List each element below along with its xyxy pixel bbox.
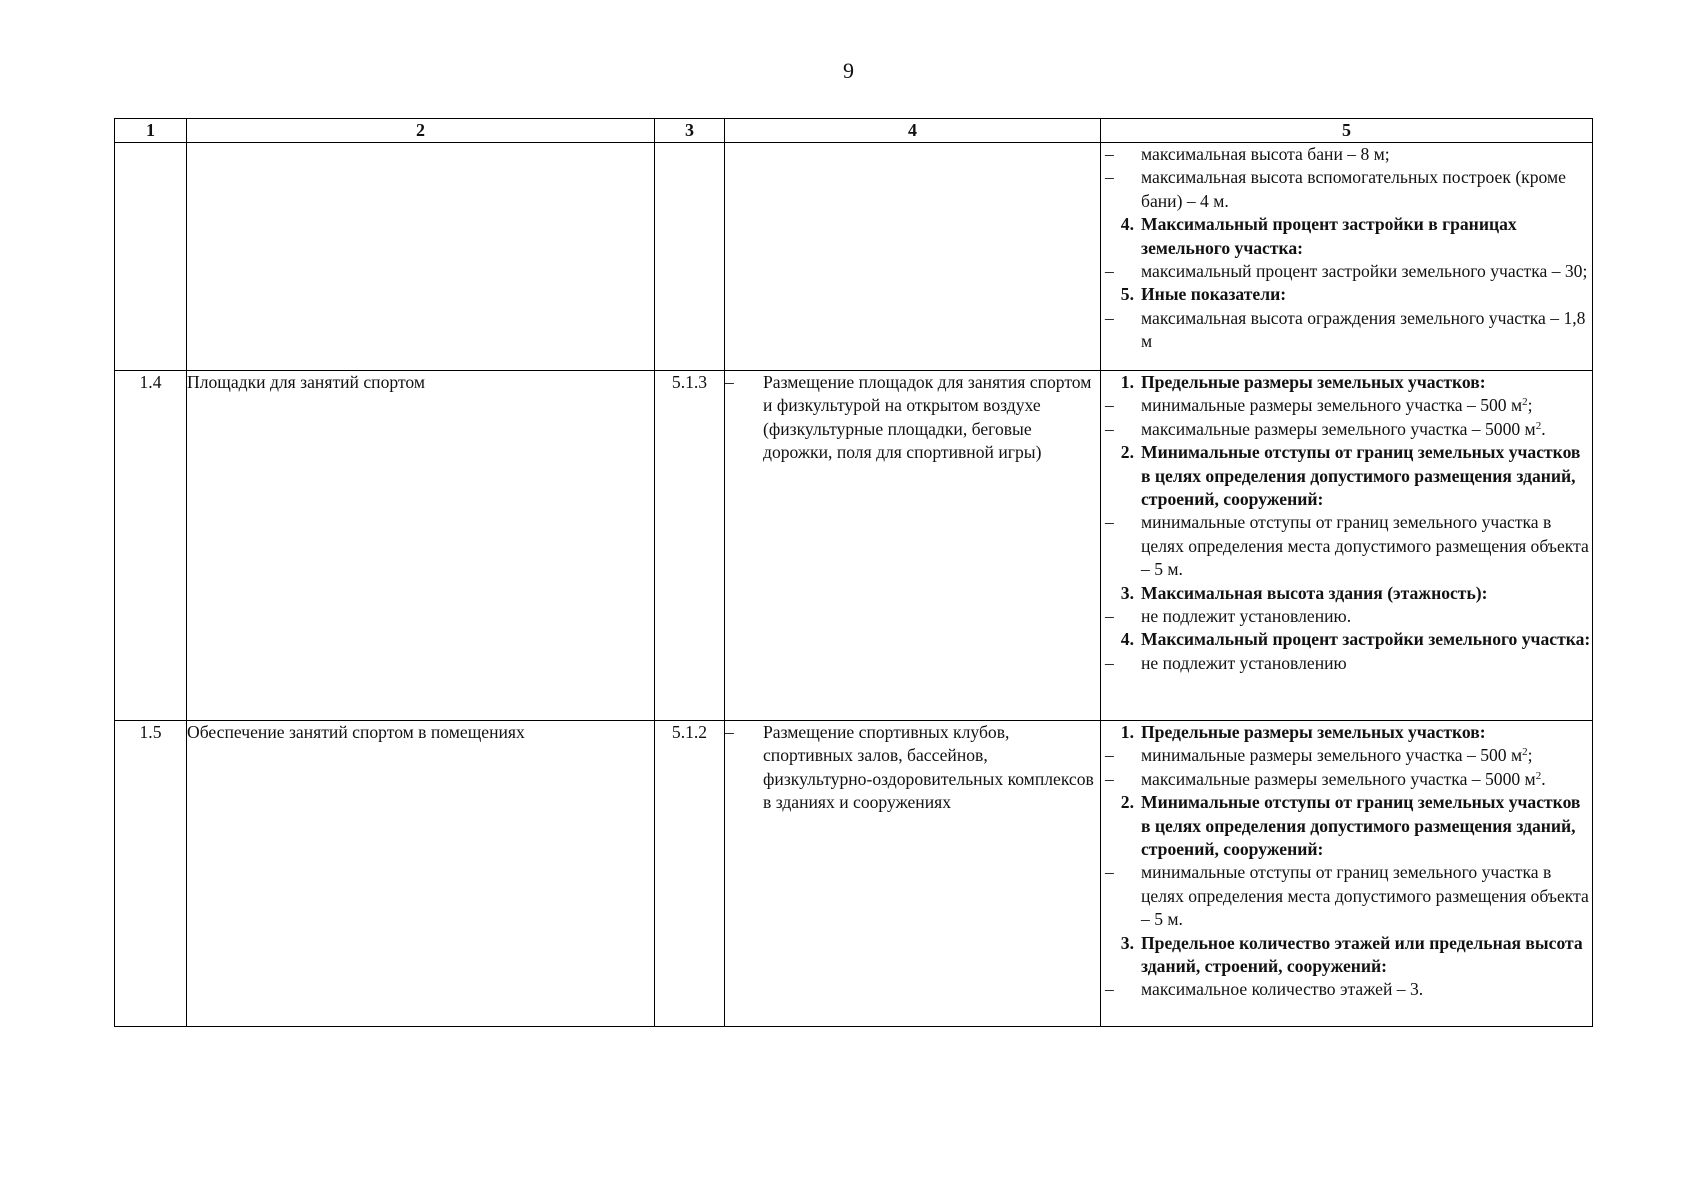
- parameter-text: максимальное количество этажей – 3.: [1141, 979, 1424, 1000]
- table-row: [115, 143, 1593, 371]
- parameter-item: [1101, 744, 1592, 767]
- parameter-text: минимальные размеры земельного участка – 500 м: [1141, 395, 1523, 416]
- parameter-dash: –: [1105, 979, 1114, 1000]
- parameter-number: 4.: [1120, 629, 1134, 650]
- parameter-list: [1101, 371, 1592, 675]
- row-parameters: [1101, 721, 1593, 1027]
- parameter-item: [1101, 605, 1592, 628]
- parameter-heading: [1101, 932, 1592, 979]
- description-dash: –: [725, 722, 734, 742]
- parameter-text: минимальные размеры земельного участка – 500 м: [1141, 745, 1523, 766]
- description-line: [725, 371, 1100, 465]
- header-col-3: 3: [655, 119, 725, 143]
- parameter-text-wrap: [1141, 307, 1592, 354]
- parameter-text-wrap: [1141, 511, 1592, 581]
- parameter-item: [1101, 394, 1592, 417]
- parameter-number: 3.: [1120, 932, 1134, 953]
- row-number: 1.4: [115, 371, 187, 721]
- row-code: 5.1.3: [655, 371, 725, 721]
- header-col-5: 5: [1101, 119, 1593, 143]
- parameter-text: Предельные размеры земельных участков:: [1141, 722, 1486, 742]
- parameter-item: [1101, 166, 1592, 213]
- parameter-item: [1101, 978, 1592, 1001]
- parameter-text-wrap: [1141, 605, 1592, 628]
- parameter-list: [1101, 143, 1592, 354]
- parameter-heading: [1101, 628, 1592, 651]
- parameter-text: Предельные размеры земельных участков:: [1141, 372, 1486, 392]
- parameter-heading: [1101, 582, 1592, 605]
- parameter-text-wrap: [1141, 932, 1592, 979]
- parameter-number: 4.: [1120, 214, 1134, 235]
- parameter-heading: [1101, 721, 1592, 744]
- parameter-text-wrap: [1141, 978, 1592, 1001]
- table-row: [115, 721, 1593, 1027]
- parameter-dash: –: [1105, 768, 1114, 789]
- parameter-text: Максимальный процент застройки земельного участка:: [1141, 629, 1591, 650]
- row-code: [655, 143, 725, 371]
- parameter-text: не подлежит установлению: [1141, 652, 1347, 673]
- parameter-text-wrap: [1141, 768, 1592, 791]
- parameter-text-wrap: [1141, 166, 1592, 213]
- parameter-text-wrap: [1141, 371, 1592, 394]
- parameter-text-wrap: [1141, 143, 1592, 166]
- parameter-heading: [1101, 371, 1592, 394]
- parameter-text: минимальные отступы от границ земельного участка в целях определения места допустимого размещения объекта – 5 м.: [1141, 862, 1589, 930]
- row-number: [115, 143, 187, 371]
- parameter-dash: –: [1105, 261, 1114, 282]
- parameter-item: [1101, 652, 1592, 675]
- row-description: [725, 143, 1101, 371]
- parameter-dash: –: [1105, 512, 1114, 533]
- parameter-text-wrap: [1141, 628, 1592, 651]
- parameter-dash: –: [1105, 395, 1114, 416]
- parameter-text: максимальная высота бани – 8 м;: [1141, 144, 1390, 164]
- parameter-dash: –: [1105, 606, 1114, 627]
- parameter-text-wrap: [1141, 652, 1592, 675]
- parameter-item: [1101, 418, 1592, 441]
- table-body: [115, 143, 1593, 1027]
- parameter-superscript: 2: [1522, 746, 1528, 759]
- parameter-heading: [1101, 441, 1592, 511]
- parameter-text-wrap: [1141, 213, 1592, 260]
- header-col-2: 2: [187, 119, 655, 143]
- row-name: Обеспечение занятий спортом в помещениях: [187, 721, 655, 1027]
- row-name: [187, 143, 655, 371]
- parameter-text: Максимальный процент застройки в границах земельного участка:: [1141, 214, 1517, 258]
- parameter-text: максимальная высота вспомогательных построек (кроме бани) – 4 м.: [1141, 167, 1566, 211]
- parameter-heading: [1101, 283, 1592, 306]
- zoning-table: [114, 118, 1593, 1027]
- parameter-text-wrap: [1141, 441, 1592, 511]
- row-name: Площадки для занятий спортом: [187, 371, 655, 721]
- parameter-text-wrap: [1141, 861, 1592, 931]
- parameter-tail: ;: [1527, 395, 1533, 416]
- parameter-item: [1101, 861, 1592, 931]
- description-text: Размещение площадок для занятия спортом и физкультурой на открытом воздухе (физкультурные площадки, беговые дорожки, поля для спортивной игры): [763, 372, 1092, 463]
- parameter-text-wrap: [1141, 582, 1592, 605]
- parameter-dash: –: [1105, 862, 1114, 883]
- parameter-text-wrap: [1141, 260, 1592, 283]
- parameter-tail: .: [1541, 418, 1546, 439]
- parameter-number: 1.: [1120, 372, 1134, 392]
- header-col-4: 4: [725, 119, 1101, 143]
- parameter-text-wrap: [1141, 283, 1592, 306]
- table-header-row: [115, 119, 1593, 143]
- parameter-text-wrap: [1141, 418, 1592, 441]
- parameter-text: Минимальные отступы от границ земельных участков в целях определения допустимого размещения зданий, строений, сооружений:: [1141, 792, 1581, 860]
- row-parameters: [1101, 371, 1593, 721]
- parameter-superscript: 2: [1535, 769, 1542, 782]
- parameter-text-wrap: [1141, 394, 1592, 417]
- parameter-text: максимальный процент застройки земельного участка – 30;: [1141, 261, 1588, 282]
- description-text: Размещение спортивных клубов, спортивных залов, бассейнов, физкультурно-оздоровительных комплексов в зданиях и сооружениях: [763, 722, 1094, 813]
- header-col-1: 1: [115, 119, 187, 143]
- parameter-text-wrap: [1141, 791, 1592, 861]
- parameter-text: Максимальная высота здания (этажность):: [1141, 582, 1488, 603]
- parameter-dash: –: [1105, 652, 1114, 673]
- parameter-heading: [1101, 213, 1592, 260]
- parameter-dash: –: [1105, 418, 1114, 439]
- parameter-tail: ;: [1527, 745, 1533, 766]
- parameter-superscript: 2: [1522, 396, 1528, 409]
- parameter-dash: –: [1105, 167, 1114, 188]
- row-description: [725, 371, 1101, 721]
- parameter-dash: –: [1105, 745, 1114, 766]
- parameter-number: 2.: [1120, 442, 1134, 463]
- parameter-number: 2.: [1120, 792, 1134, 813]
- parameter-dash: –: [1105, 144, 1114, 164]
- parameter-item: [1101, 143, 1592, 166]
- parameter-number: 1.: [1120, 722, 1134, 742]
- parameter-text: Предельное количество этажей или предельная высота зданий, строений, сооружений:: [1141, 932, 1583, 977]
- page-number: 9: [843, 58, 854, 83]
- parameter-item: [1101, 260, 1592, 283]
- description-dash: –: [725, 372, 734, 392]
- parameter-number: 3.: [1120, 582, 1134, 603]
- row-description: [725, 721, 1101, 1027]
- row-number: 1.5: [115, 721, 187, 1027]
- parameter-superscript: 2: [1535, 419, 1542, 432]
- parameter-dash: –: [1105, 307, 1114, 328]
- parameter-text-wrap: [1141, 744, 1592, 767]
- parameter-heading: [1101, 791, 1592, 861]
- parameter-text: максимальная высота ограждения земельного участка – 1,8 м: [1141, 307, 1586, 352]
- parameter-text-wrap: [1141, 721, 1592, 744]
- parameter-item: [1101, 511, 1592, 581]
- parameter-text: Иные показатели:: [1141, 284, 1287, 305]
- parameter-text: минимальные отступы от границ земельного участка в целях определения места допустимого размещения объекта – 5 м.: [1141, 512, 1589, 580]
- parameter-text: максимальные размеры земельного участка – 5000 м: [1141, 418, 1536, 439]
- parameter-tail: .: [1541, 768, 1546, 789]
- parameter-item: [1101, 307, 1592, 354]
- description-line: [725, 721, 1100, 815]
- parameter-number: 5.: [1120, 284, 1134, 305]
- parameter-text: максимальные размеры земельного участка – 5000 м: [1141, 768, 1536, 789]
- parameter-text: Минимальные отступы от границ земельных участков в целях определения допустимого размещения зданий, строений, сооружений:: [1141, 442, 1581, 510]
- row-parameters: [1101, 143, 1593, 371]
- parameter-text: не подлежит установлению.: [1141, 606, 1352, 627]
- row-code: 5.1.2: [655, 721, 725, 1027]
- parameter-list: [1101, 721, 1592, 1002]
- table-row: [115, 371, 1593, 721]
- parameter-item: [1101, 768, 1592, 791]
